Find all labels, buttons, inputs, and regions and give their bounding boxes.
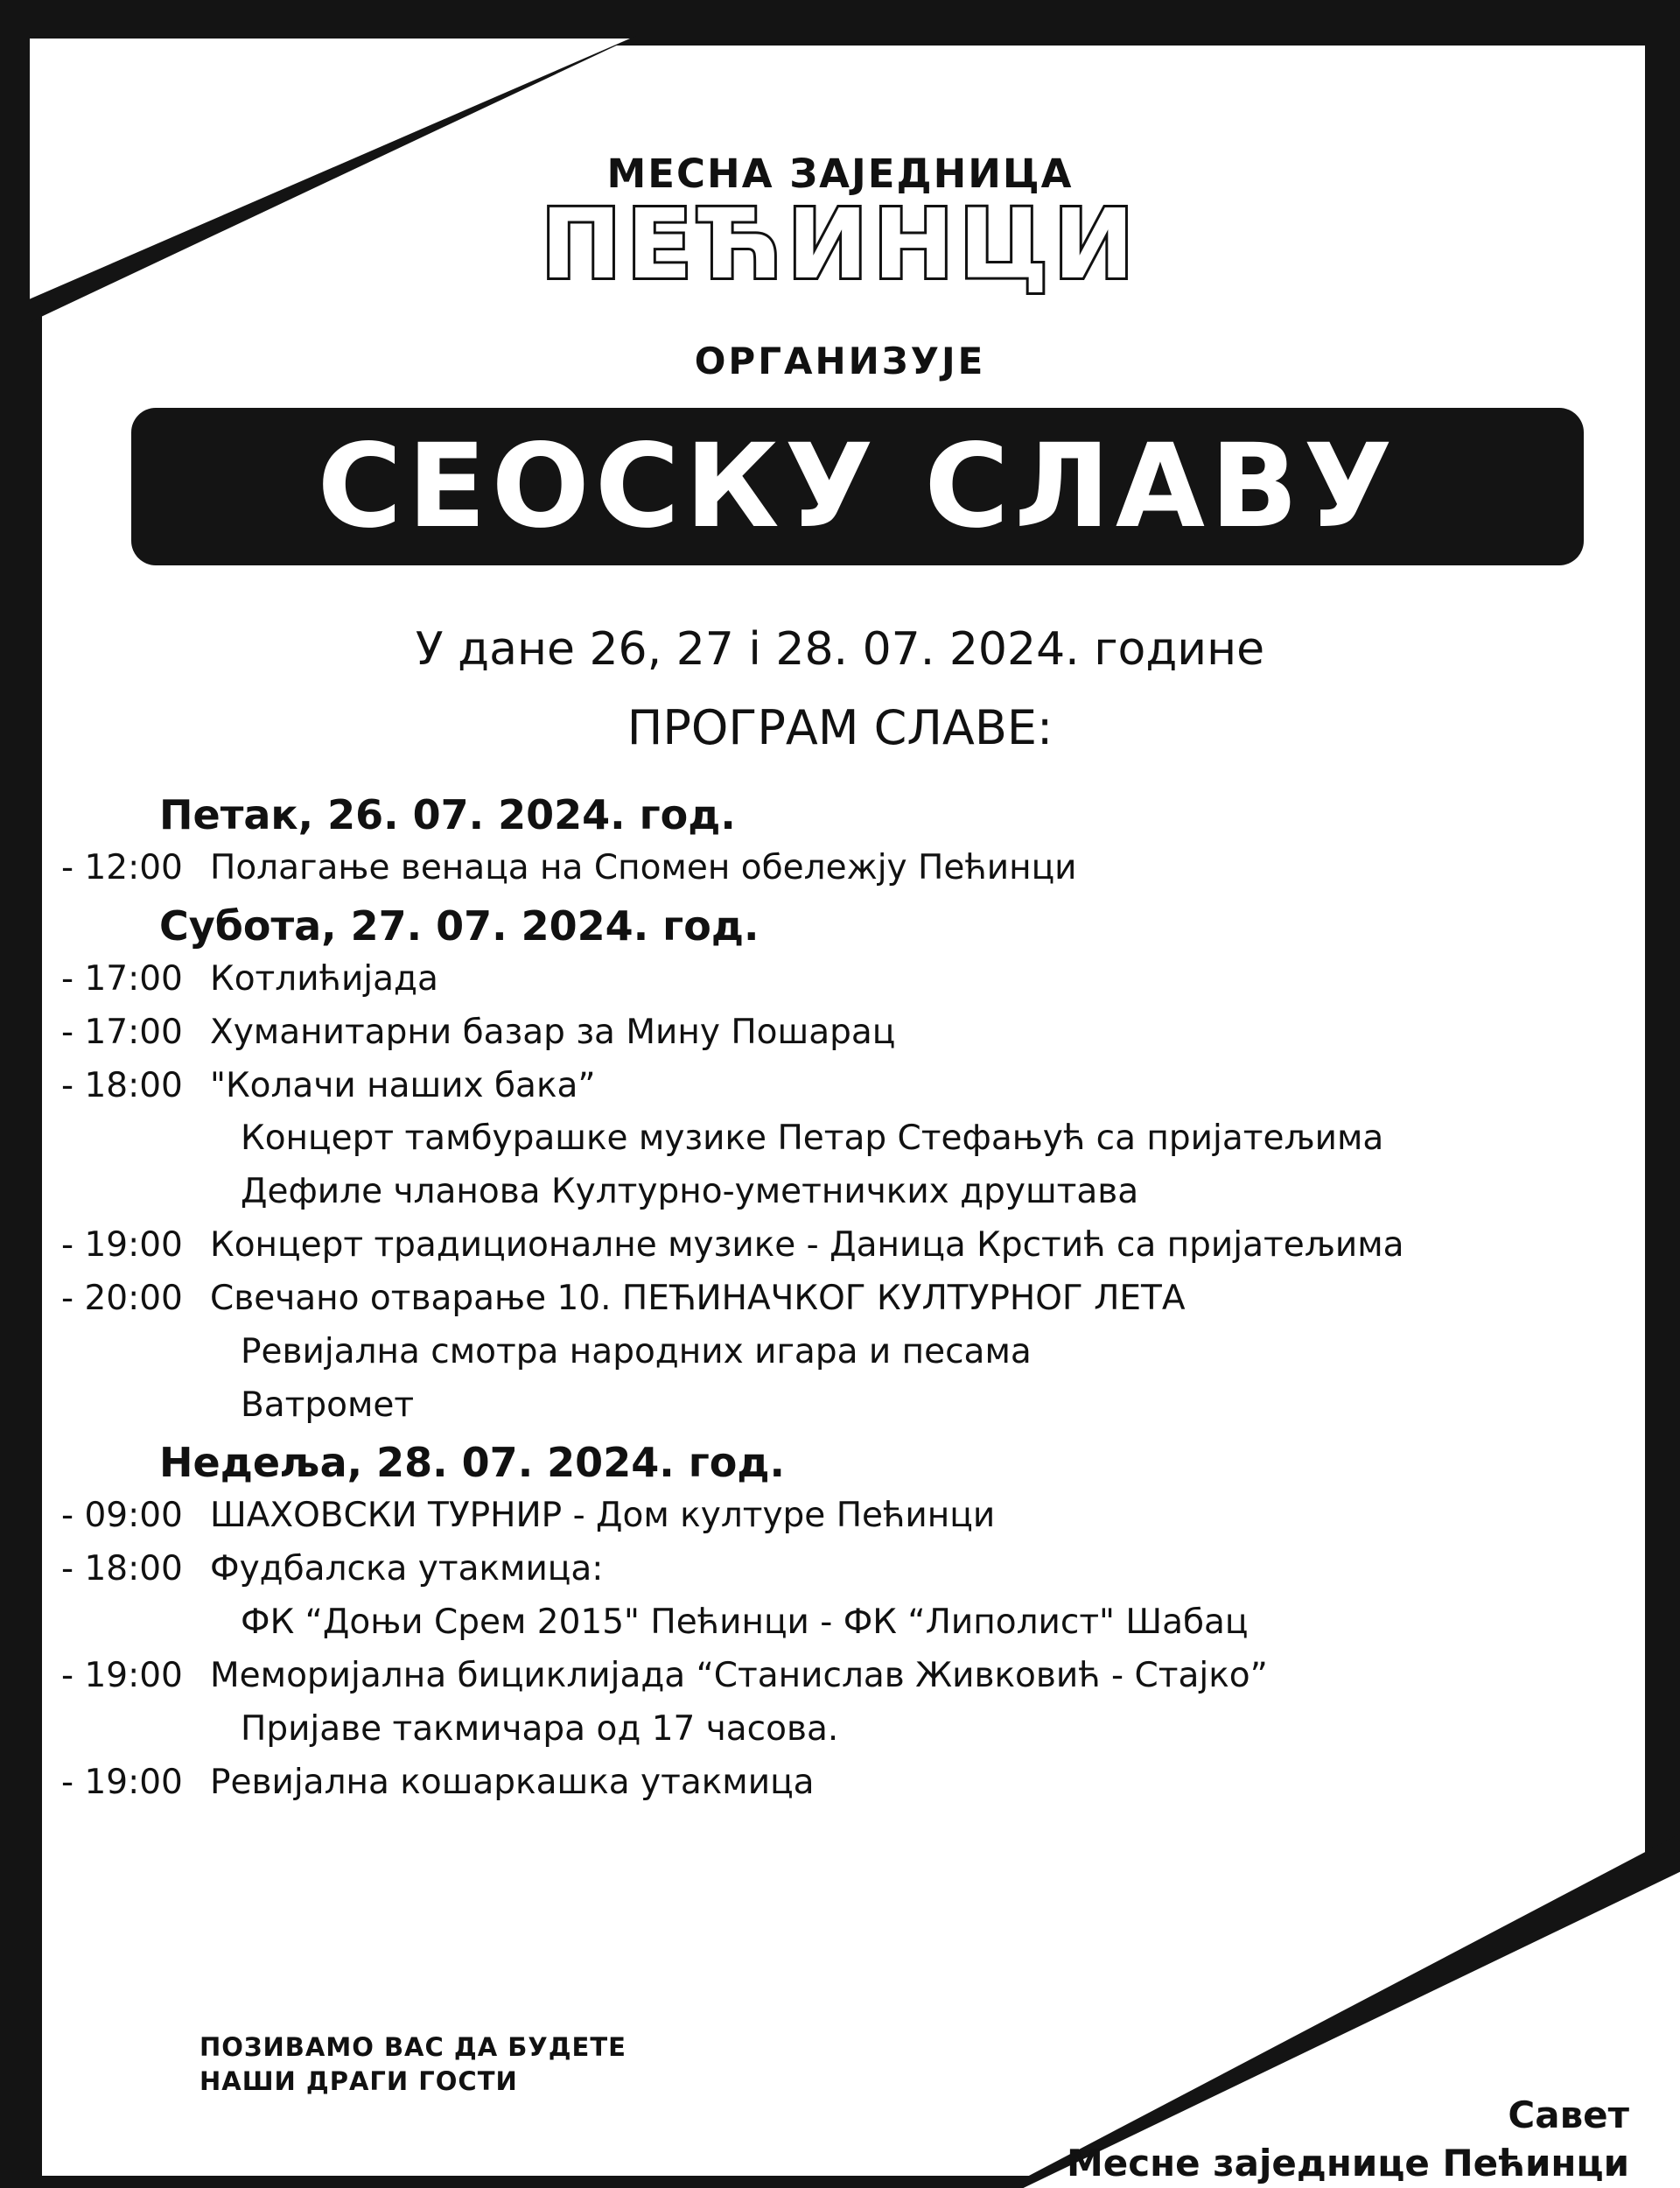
event-banner-text: СЕОСКУ СЛАВУ (317, 419, 1398, 554)
event-banner (131, 408, 1584, 565)
day-block (61, 1439, 1628, 1802)
event-row (61, 1497, 1628, 1536)
event-time: - 18:00 (61, 1065, 183, 1105)
event-text: Фудбалска утакмица: (210, 1549, 604, 1589)
event-text: ШАХОВСКИ ТУРНИР - Дом културе Пећинци (210, 1496, 996, 1536)
organization-line: МЕСНА ЗАЈЕДНИЦА (606, 151, 1074, 197)
event-subtext: Ревијална смотра народних игара и песама (241, 1331, 1032, 1371)
day-heading: Петак, 26. 07. 2024. год. (159, 791, 736, 838)
event-subtext: Пријаве такмичара од 17 часова. (241, 1708, 839, 1749)
event-row (61, 1764, 1628, 1803)
place-name-title: ПЕЋИНЦИ (540, 188, 1140, 300)
event-text: Концерт традиционалне музике - Даница Крстић са пријатељима (210, 1225, 1404, 1266)
event-row (61, 849, 1628, 888)
program-title: ПРОГРАМ СЛАВЕ: (626, 700, 1054, 755)
event-row (61, 1657, 1628, 1696)
event-subtext: Ватромет (241, 1385, 415, 1425)
event-time: - 18:00 (61, 1549, 183, 1589)
event-subtext: Концерт тамбурашке музике Петар Стефањућ са пријатељима (241, 1119, 1384, 1159)
signature-line-1: Савет (1508, 2093, 1629, 2136)
invitation-text (200, 2030, 626, 2099)
event-time: - 20:00 (61, 1278, 183, 1318)
event-time: - 19:00 (61, 1225, 183, 1266)
event-row (61, 1550, 1628, 1589)
event-text: Свечано отварање 10. ПЕЋИНАЧКОГ КУЛТУРНОГ ЛЕТА (210, 1278, 1186, 1318)
event-text: Ревијална кошаркашка утакмица (210, 1762, 815, 1802)
signature-block (1067, 2092, 1629, 2187)
event-text: "Колачи наших бака” (210, 1065, 596, 1105)
day-heading: Субота, 27. 07. 2024. год. (159, 901, 760, 950)
day-heading: Недеља, 28. 07. 2024. год. (159, 1439, 785, 1487)
signature-line-2: Месне заједнице Пећинци (1066, 2141, 1629, 2184)
event-row (61, 960, 1628, 999)
event-row (61, 1067, 1628, 1106)
event-time: - 12:00 (61, 848, 183, 887)
event-row (61, 1280, 1628, 1319)
invitation-line-1: ПОЗИВАМО ВАС ДА БУДЕТЕ (200, 2032, 626, 2062)
program-schedule (61, 779, 1628, 1817)
event-row (61, 1226, 1628, 1266)
event-time: - 19:00 (61, 1762, 183, 1802)
event-subtext: ФК “Доњи Срем 2015" Пећинци - ФК “Липолист" Шабац (241, 1602, 1249, 1643)
event-text: Полагање венаца на Спомен обележју Пећинци (210, 848, 1077, 887)
day-block (61, 791, 1628, 888)
event-subtext: Дефиле чланова Културно-уметничких друштава (241, 1172, 1139, 1212)
event-time: - 17:00 (61, 958, 183, 999)
event-time: - 19:00 (61, 1655, 183, 1695)
invitation-line-2: НАШИ ДРАГИ ГОСТИ (200, 2066, 518, 2097)
event-dates: У дане 26, 27 i 28. 07. 2024. године (415, 623, 1265, 676)
event-time: - 17:00 (61, 1012, 183, 1052)
event-text: Меморијална бициклијада “Станислав Живковић - Стајко” (210, 1655, 1268, 1695)
day-block (61, 902, 1628, 1426)
event-text: Котлићијада (210, 958, 438, 999)
event-time: - 09:00 (61, 1496, 183, 1536)
event-text: Хуманитарни базар за Мину Пошарац (210, 1012, 896, 1052)
organizes-label: ОРГАНИЗУЈЕ (694, 340, 986, 382)
event-row (61, 1013, 1628, 1053)
